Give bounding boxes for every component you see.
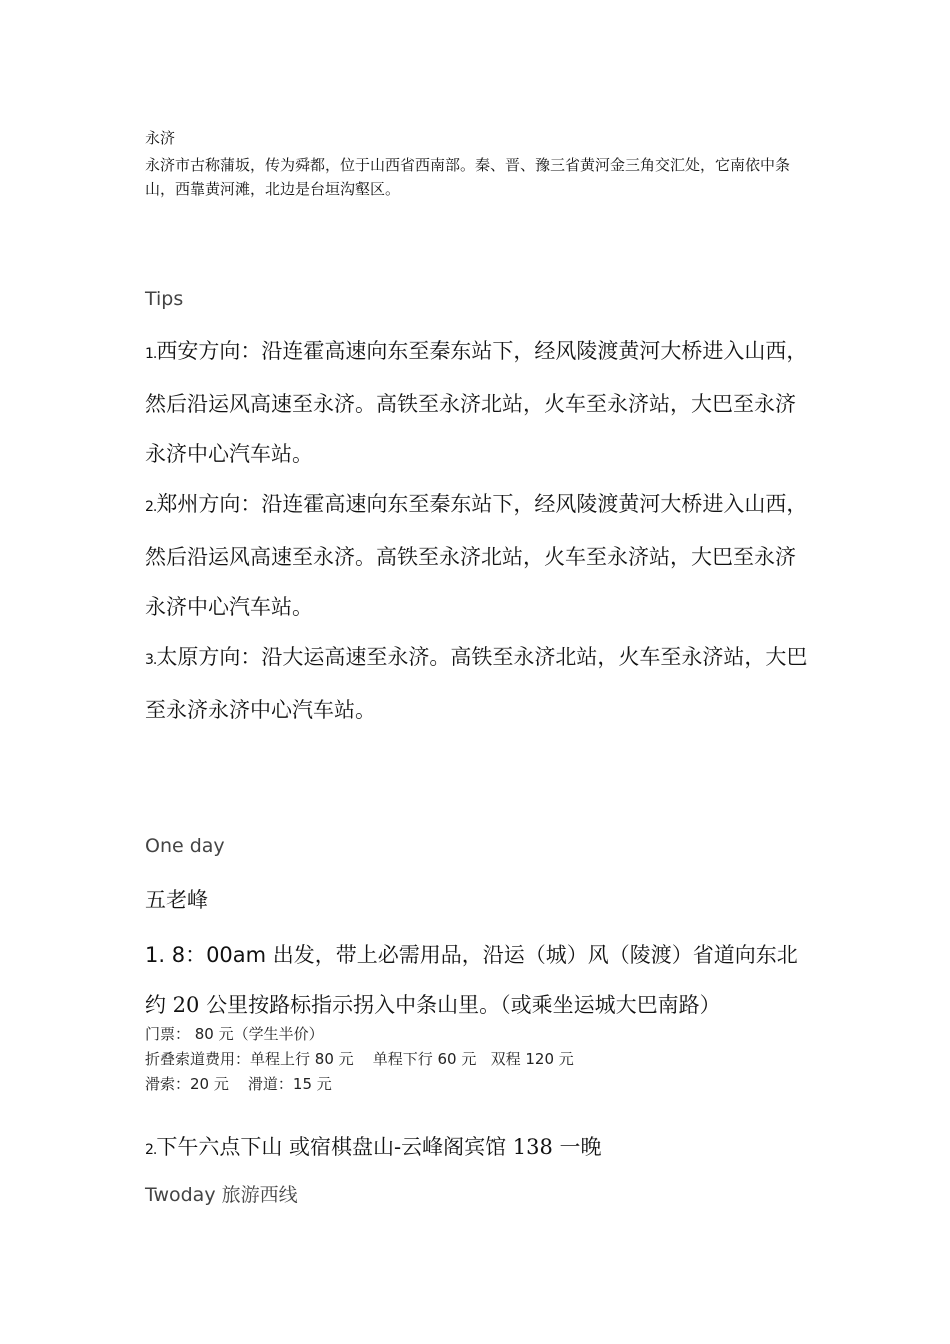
tip-item — [145, 479, 810, 632]
tip-number: 2. — [145, 499, 157, 515]
tip-text: 西安方向：沿连霍高速向东至秦东站下，经风陵渡黄河大桥进入山西，然后沿运风高速至永济。高铁至永济北站，火车至永济站，大巴至永济永济中心汽车站。 — [145, 339, 808, 466]
tips-list — [145, 326, 810, 735]
step-2-number: 2. — [145, 1142, 157, 1158]
fee-list — [145, 1022, 574, 1097]
tip-item — [145, 632, 810, 735]
intro-paragraph: 永济市古称蒲坂，传为舜都，位于山西省西南部。秦、晋、豫三省黄河金三角交汇处，它南依中条山，西靠黄河滩，北边是台垣沟壑区。 — [145, 156, 791, 198]
tips-heading: Tips — [145, 288, 184, 310]
tip-number: 3. — [145, 652, 157, 668]
cableway-fee: 折叠索道费用：单程上行 80 元 单程下行 60 元 双程 120 元 — [145, 1050, 574, 1068]
itinerary-step-2 — [145, 1131, 602, 1161]
slide-fee: 滑索：20 元 滑道：15 元 — [145, 1075, 332, 1093]
step-1-time: 1. 8：00am — [145, 943, 267, 967]
two-day-heading: Twoday 旅游西线 — [145, 1184, 298, 1206]
itinerary-step-1 — [145, 930, 810, 1030]
peak-title: 五老峰 — [145, 888, 208, 912]
step-1-text: 出发，带上必需用品，沿运（城）风（陵渡）省道向东北约 20 公里按路标指示拐入中条山里。（或乘坐运城大巴南路） — [145, 943, 798, 1017]
one-day-heading: One day — [145, 835, 225, 857]
ticket-fee: 门票： 80 元（学生半价） — [145, 1025, 324, 1043]
intro-title: 永济 — [145, 129, 176, 147]
tip-text: 太原方向：沿大运高速至永济。高铁至永济北站，火车至永济站，大巴至永济永济中心汽车站。 — [145, 645, 808, 722]
step-2-text: 下午六点下山 或宿棋盘山-云峰阁宾馆 138 一晚 — [156, 1135, 602, 1159]
tip-number: 1. — [145, 346, 157, 362]
tip-item — [145, 326, 810, 479]
tip-text: 郑州方向：沿连霍高速向东至秦东站下，经风陵渡黄河大桥进入山西，然后沿运风高速至永济。高铁至永济北站，火车至永济站，大巴至永济永济中心汽车站。 — [145, 492, 808, 619]
